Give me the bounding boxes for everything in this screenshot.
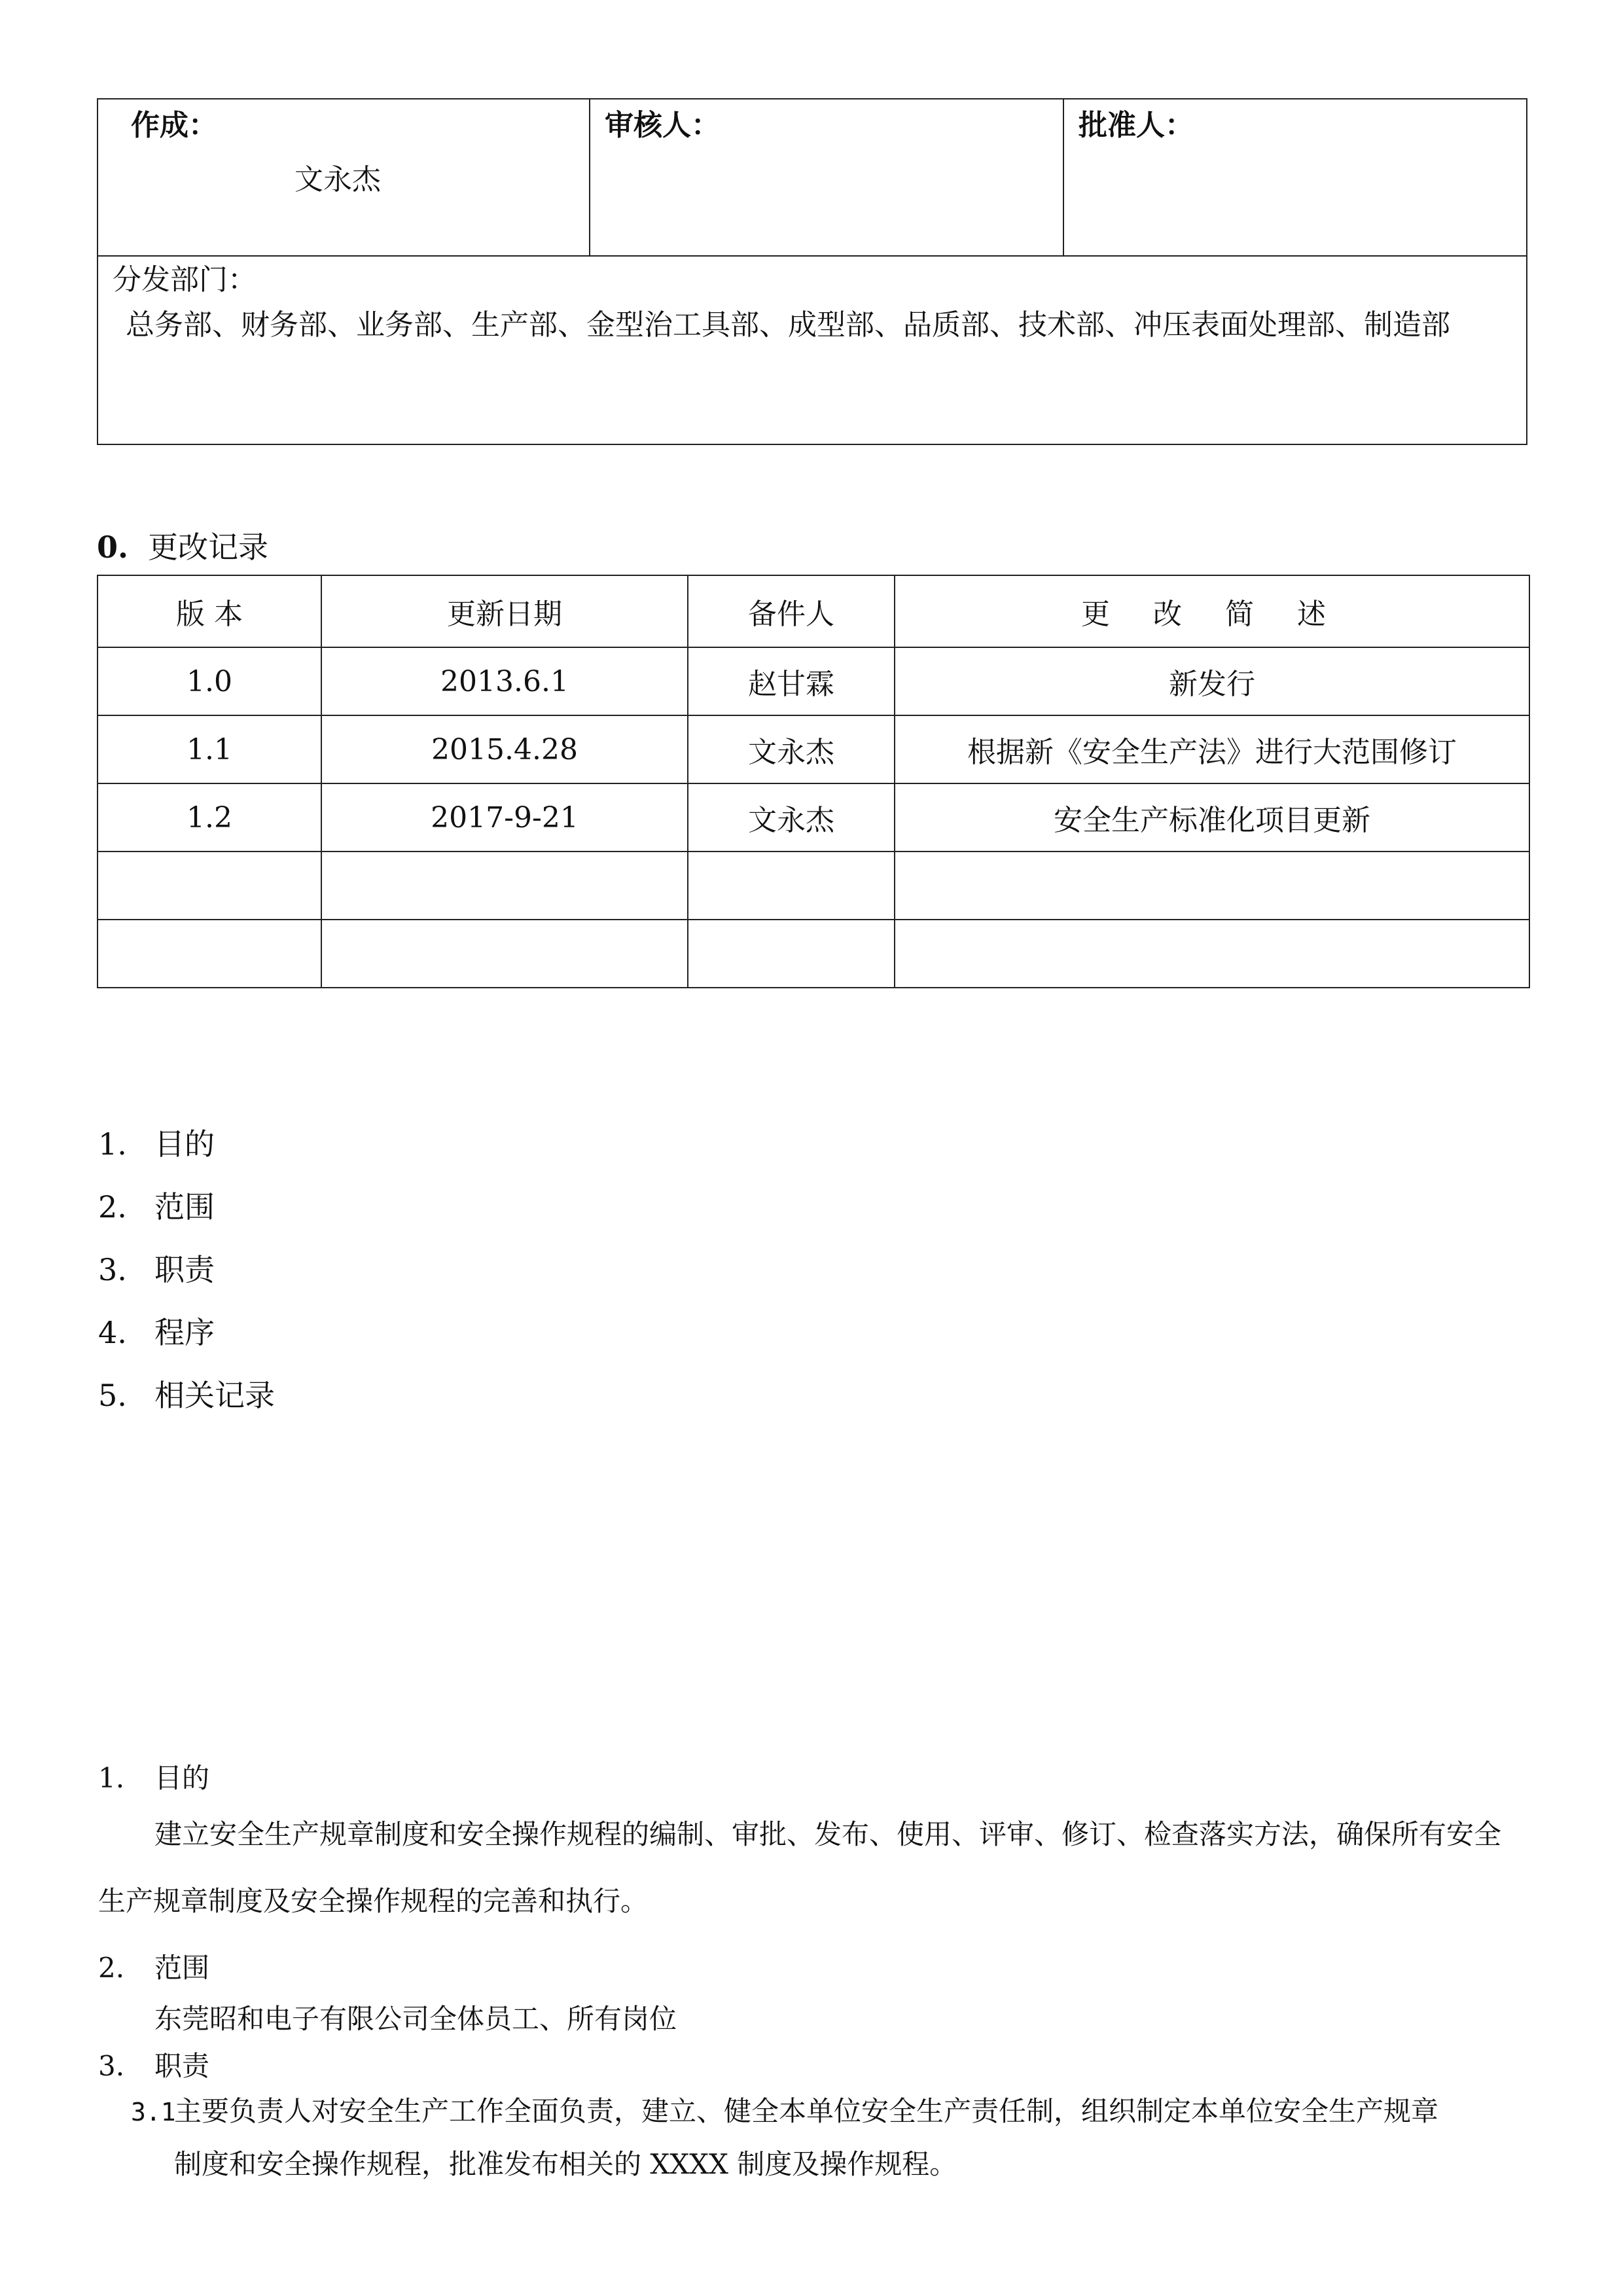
toc-item <box>98 1183 215 1227</box>
approval-table <box>97 98 1527 445</box>
toc-item <box>98 1121 215 1164</box>
toc-number: 1. <box>98 1126 127 1162</box>
header-person: 备件人 <box>688 575 895 647</box>
cell-version <box>98 852 321 920</box>
cell-person: 文永杰 <box>688 715 895 783</box>
header-date: 更新日期 <box>321 575 688 647</box>
responsibility-item-3-1 <box>131 2085 1525 2191</box>
reviewer-cell <box>590 99 1063 256</box>
toc-number: 4. <box>98 1315 127 1350</box>
table-row <box>98 783 1529 852</box>
toc-title: 范围 <box>154 1189 215 1225</box>
toc-number: 2. <box>98 1189 127 1225</box>
table-row <box>98 715 1529 783</box>
change-log-title-text: 更改记录 <box>148 529 269 565</box>
cell-person: 文永杰 <box>688 783 895 852</box>
cell-date <box>321 920 688 988</box>
toc-title: 程序 <box>154 1315 215 1350</box>
change-log-table <box>97 575 1530 988</box>
toc-title: 职责 <box>154 1252 215 1287</box>
section-responsibility-heading <box>98 2045 209 2084</box>
section-scope-text: 东莞昭和电子有限公司全体员工、所有岗位 <box>154 2003 677 2035</box>
section-number: 2. <box>98 1952 125 1984</box>
author-name: 文永杰 <box>294 162 381 196</box>
toc-title: 相关记录 <box>154 1378 275 1413</box>
section-number: 1. <box>98 1762 125 1794</box>
section-title: 范围 <box>154 1952 210 1984</box>
table-row <box>98 920 1529 988</box>
cell-summary: 新发行 <box>895 647 1529 715</box>
cell-date: 2013.6.1 <box>321 647 688 715</box>
cell-summary: 根据新《安全生产法》进行大范围修订 <box>895 715 1529 783</box>
section-title: 目的 <box>154 1762 210 1794</box>
author-cell <box>98 99 590 256</box>
cell-version <box>98 920 321 988</box>
cell-version: 1.2 <box>98 783 321 852</box>
reviewer-label: 审核人： <box>605 109 720 142</box>
distribution-cell <box>98 256 1527 444</box>
cell-date: 2015.4.28 <box>321 715 688 783</box>
distribution-text: 总务部、财务部、业务部、生产部、金型治工具部、成型部、品质部、技术部、冲压表面处理部、制造部 <box>126 308 1450 342</box>
toc-item <box>98 1246 215 1289</box>
cell-date: 2017-9-21 <box>321 783 688 852</box>
item-number: 3.1 <box>131 2098 176 2126</box>
table-row <box>98 852 1529 920</box>
toc-number: 5. <box>98 1378 127 1413</box>
header-version: 版 本 <box>98 575 321 647</box>
distribution-label: 分发部门： <box>113 263 257 296</box>
toc-number: 3. <box>98 1252 127 1287</box>
cell-person <box>688 852 895 920</box>
change-log-header-row <box>98 575 1529 647</box>
section-scope-heading <box>98 1946 209 1986</box>
change-log-number: 0. <box>97 529 129 565</box>
toc-item <box>98 1309 215 1352</box>
cell-summary: 安全生产标准化项目更新 <box>895 783 1529 852</box>
cell-summary <box>895 852 1529 920</box>
toc-title: 目的 <box>154 1126 215 1162</box>
section-purpose-text: 建立安全生产规章制度和安全操作规程的编制、审批、发布、使用、评审、修订、检查落实方法，确保所有安全生产规章制度及安全操作规程的完善和执行。 <box>98 1818 1502 1917</box>
author-label: 作成： <box>131 109 217 142</box>
cell-person: 赵甘霖 <box>688 647 895 715</box>
cell-version: 1.1 <box>98 715 321 783</box>
table-row <box>98 647 1529 715</box>
cell-person <box>688 920 895 988</box>
cell-version: 1.0 <box>98 647 321 715</box>
item-text-line1: 主要负责人对安全生产工作全面负责，建立、健全本单位安全生产责任制，组织制定本单位安全生产规章 <box>174 2095 1439 2127</box>
section-purpose-heading <box>98 1757 209 1796</box>
item-text-line2: 制度和安全操作规程，批准发布相关的 XXXX 制度及操作规程。 <box>174 2148 957 2180</box>
cell-date <box>321 852 688 920</box>
approver-cell <box>1063 99 1527 256</box>
cell-summary <box>895 920 1529 988</box>
section-title: 职责 <box>154 2050 210 2082</box>
header-summary: 更 改 简 述 <box>895 575 1529 647</box>
change-log-title <box>97 524 268 567</box>
approver-label: 批准人： <box>1079 109 1194 142</box>
toc-item <box>98 1372 275 1415</box>
section-number: 3. <box>98 2050 125 2082</box>
